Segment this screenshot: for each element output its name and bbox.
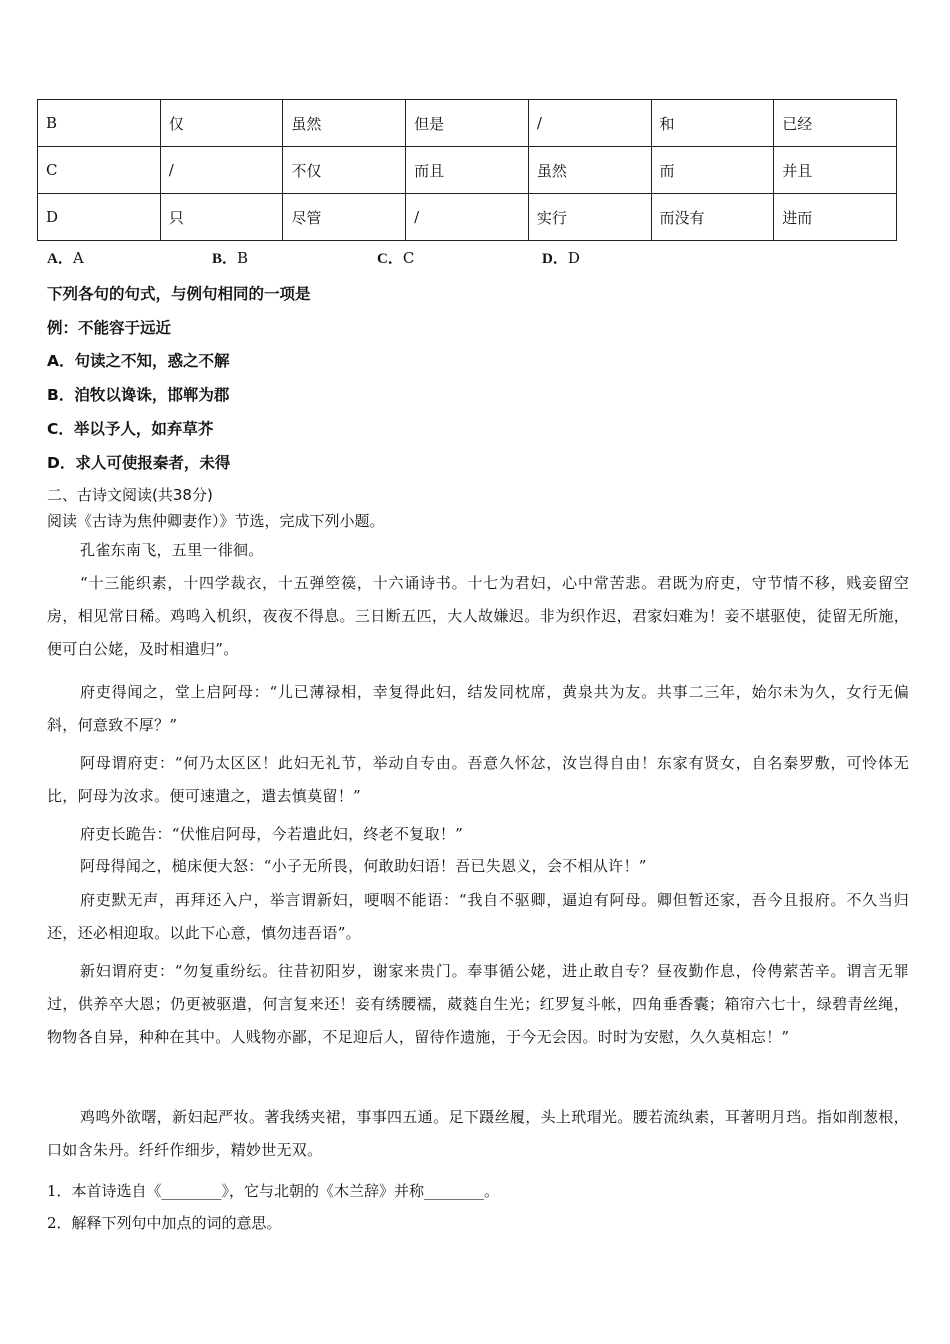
table-cell: 虽然 bbox=[283, 100, 406, 147]
passage-paragraph: 府吏长跪告：“伏惟启阿母，今若遣此妇，终老不复取！” bbox=[80, 825, 464, 843]
question-2-example: 例：不能容于远近 bbox=[47, 319, 172, 337]
question-2-prompt: 2．解释下列句中加点的词的意思。 bbox=[47, 1214, 282, 1232]
table-cell: 虽然 bbox=[528, 147, 651, 194]
passage-paragraph: 阿母谓府吏：“何乃太区区！此妇无礼节，举动自专由。吾意久怀忿，汝岂得自由！东家有贤女，自名秦罗敷，可怜体无比，阿母为汝求。便可速遣之，遣去慎莫留！” bbox=[47, 754, 909, 805]
passage-paragraph: 府吏得闻之，堂上启阿母：“儿已薄禄相，幸复得此妇，结发同枕席，黄泉共为友。共事二三年，始尔未为久，女行无偏斜，何意致不厚？” bbox=[47, 683, 909, 734]
section-intro: 阅读《古诗为焦仲卿妻作）》节选，完成下列小题。 bbox=[47, 512, 385, 530]
table-cell: 进而 bbox=[774, 194, 897, 241]
table-cell: / bbox=[160, 147, 283, 194]
section-heading: 二、古诗文阅读(共38分) bbox=[47, 486, 213, 504]
choice-d[interactable]: D．D bbox=[542, 249, 580, 267]
passage-paragraph: 阿母得闻之，槌床便大怒：“小子无所畏，何敢助妇语！吾已失恩义，会不相从许！” bbox=[80, 857, 647, 875]
question-2-stem: 下列各句的句式，与例句相同的一项是 bbox=[47, 285, 311, 303]
table-cell: 已经 bbox=[774, 100, 897, 147]
table-cell: 而没有 bbox=[651, 194, 774, 241]
table-cell: B bbox=[38, 100, 161, 147]
question-2-option-a[interactable]: A．句读之不知，惑之不解 bbox=[47, 352, 230, 370]
answer-options-table bbox=[37, 99, 897, 241]
question-1-choices bbox=[47, 247, 580, 268]
table-cell: 和 bbox=[651, 100, 774, 147]
table-row bbox=[38, 194, 897, 241]
choice-c[interactable]: C．C bbox=[377, 249, 415, 267]
table-cell: 但是 bbox=[406, 100, 529, 147]
table-cell: 而且 bbox=[406, 147, 529, 194]
table-cell: 而 bbox=[651, 147, 774, 194]
table-row bbox=[38, 147, 897, 194]
table-cell: 只 bbox=[160, 194, 283, 241]
passage-paragraph: 府吏默无声，再拜还入户，举言谓新妇，哽咽不能语：“我自不驱卿，逼迫有阿母。卿但暂还家，吾今且报府。不久当归还，还必相迎取。以此下心意，慎勿违吾语”。 bbox=[47, 891, 909, 942]
table-cell: C bbox=[38, 147, 161, 194]
table-cell: / bbox=[528, 100, 651, 147]
question-2-option-b[interactable]: B．洎牧以谗诛，邯郸为郡 bbox=[47, 386, 230, 404]
passage-paragraph: 孔雀东南飞，五里一徘徊。 bbox=[80, 541, 264, 559]
passage-paragraph: 新妇谓府吏：“勿复重纷纭。往昔初阳岁，谢家来贵门。奉事循公姥，进止敢自专？昼夜勤作息，伶俜萦苦辛。谓言无罪过，供养卒大恩；仍更被驱遣，何言复来还！妾有绣腰襦，葳蕤自生光；红罗复斗帐，四角垂香囊；箱帘六七十，绿碧青丝绳，物物各自异，种种在其中。人贱物亦鄙，不足迎后人，留待作遗施，于今无会因。时时为安慰，久久莫相忘！” bbox=[47, 962, 909, 1046]
table-cell: D bbox=[38, 194, 161, 241]
table-cell: 实行 bbox=[528, 194, 651, 241]
question-1-fill-blank: 1．本首诗选自《________》，它与北朝的《木兰辞》并称________。 bbox=[47, 1182, 500, 1200]
choice-a[interactable]: A．A bbox=[47, 249, 84, 267]
question-2-option-c[interactable]: C．举以予人，如弃草芥 bbox=[47, 420, 214, 438]
table-cell: 仅 bbox=[160, 100, 283, 147]
choice-b[interactable]: B．B bbox=[212, 249, 249, 267]
table-cell: 不仅 bbox=[283, 147, 406, 194]
table-cell: 尽管 bbox=[283, 194, 406, 241]
question-2-option-d[interactable]: D．求人可使报秦者，未得 bbox=[47, 454, 231, 472]
passage-paragraph: “十三能织素，十四学裁衣，十五弹箜篌，十六诵诗书。十七为君妇，心中常苦悲。君既为府吏，守节情不移，贱妾留空房，相见常日稀。鸡鸣入机织，夜夜不得息。三日断五匹，大人故嫌迟。非为织作迟，君家妇难为！妾不堪驱使，徒留无所施，便可白公姥，及时相遣归”。 bbox=[47, 574, 909, 658]
table-cell: 并且 bbox=[774, 147, 897, 194]
table-row bbox=[38, 100, 897, 147]
table-cell: / bbox=[406, 194, 529, 241]
passage-paragraph: 鸡鸣外欲曙，新妇起严妆。著我绣夹裙，事事四五通。足下蹑丝履，头上玳瑁光。腰若流纨素，耳著明月珰。指如削葱根，口如含朱丹。纤纤作细步，精妙世无双。 bbox=[47, 1108, 909, 1159]
